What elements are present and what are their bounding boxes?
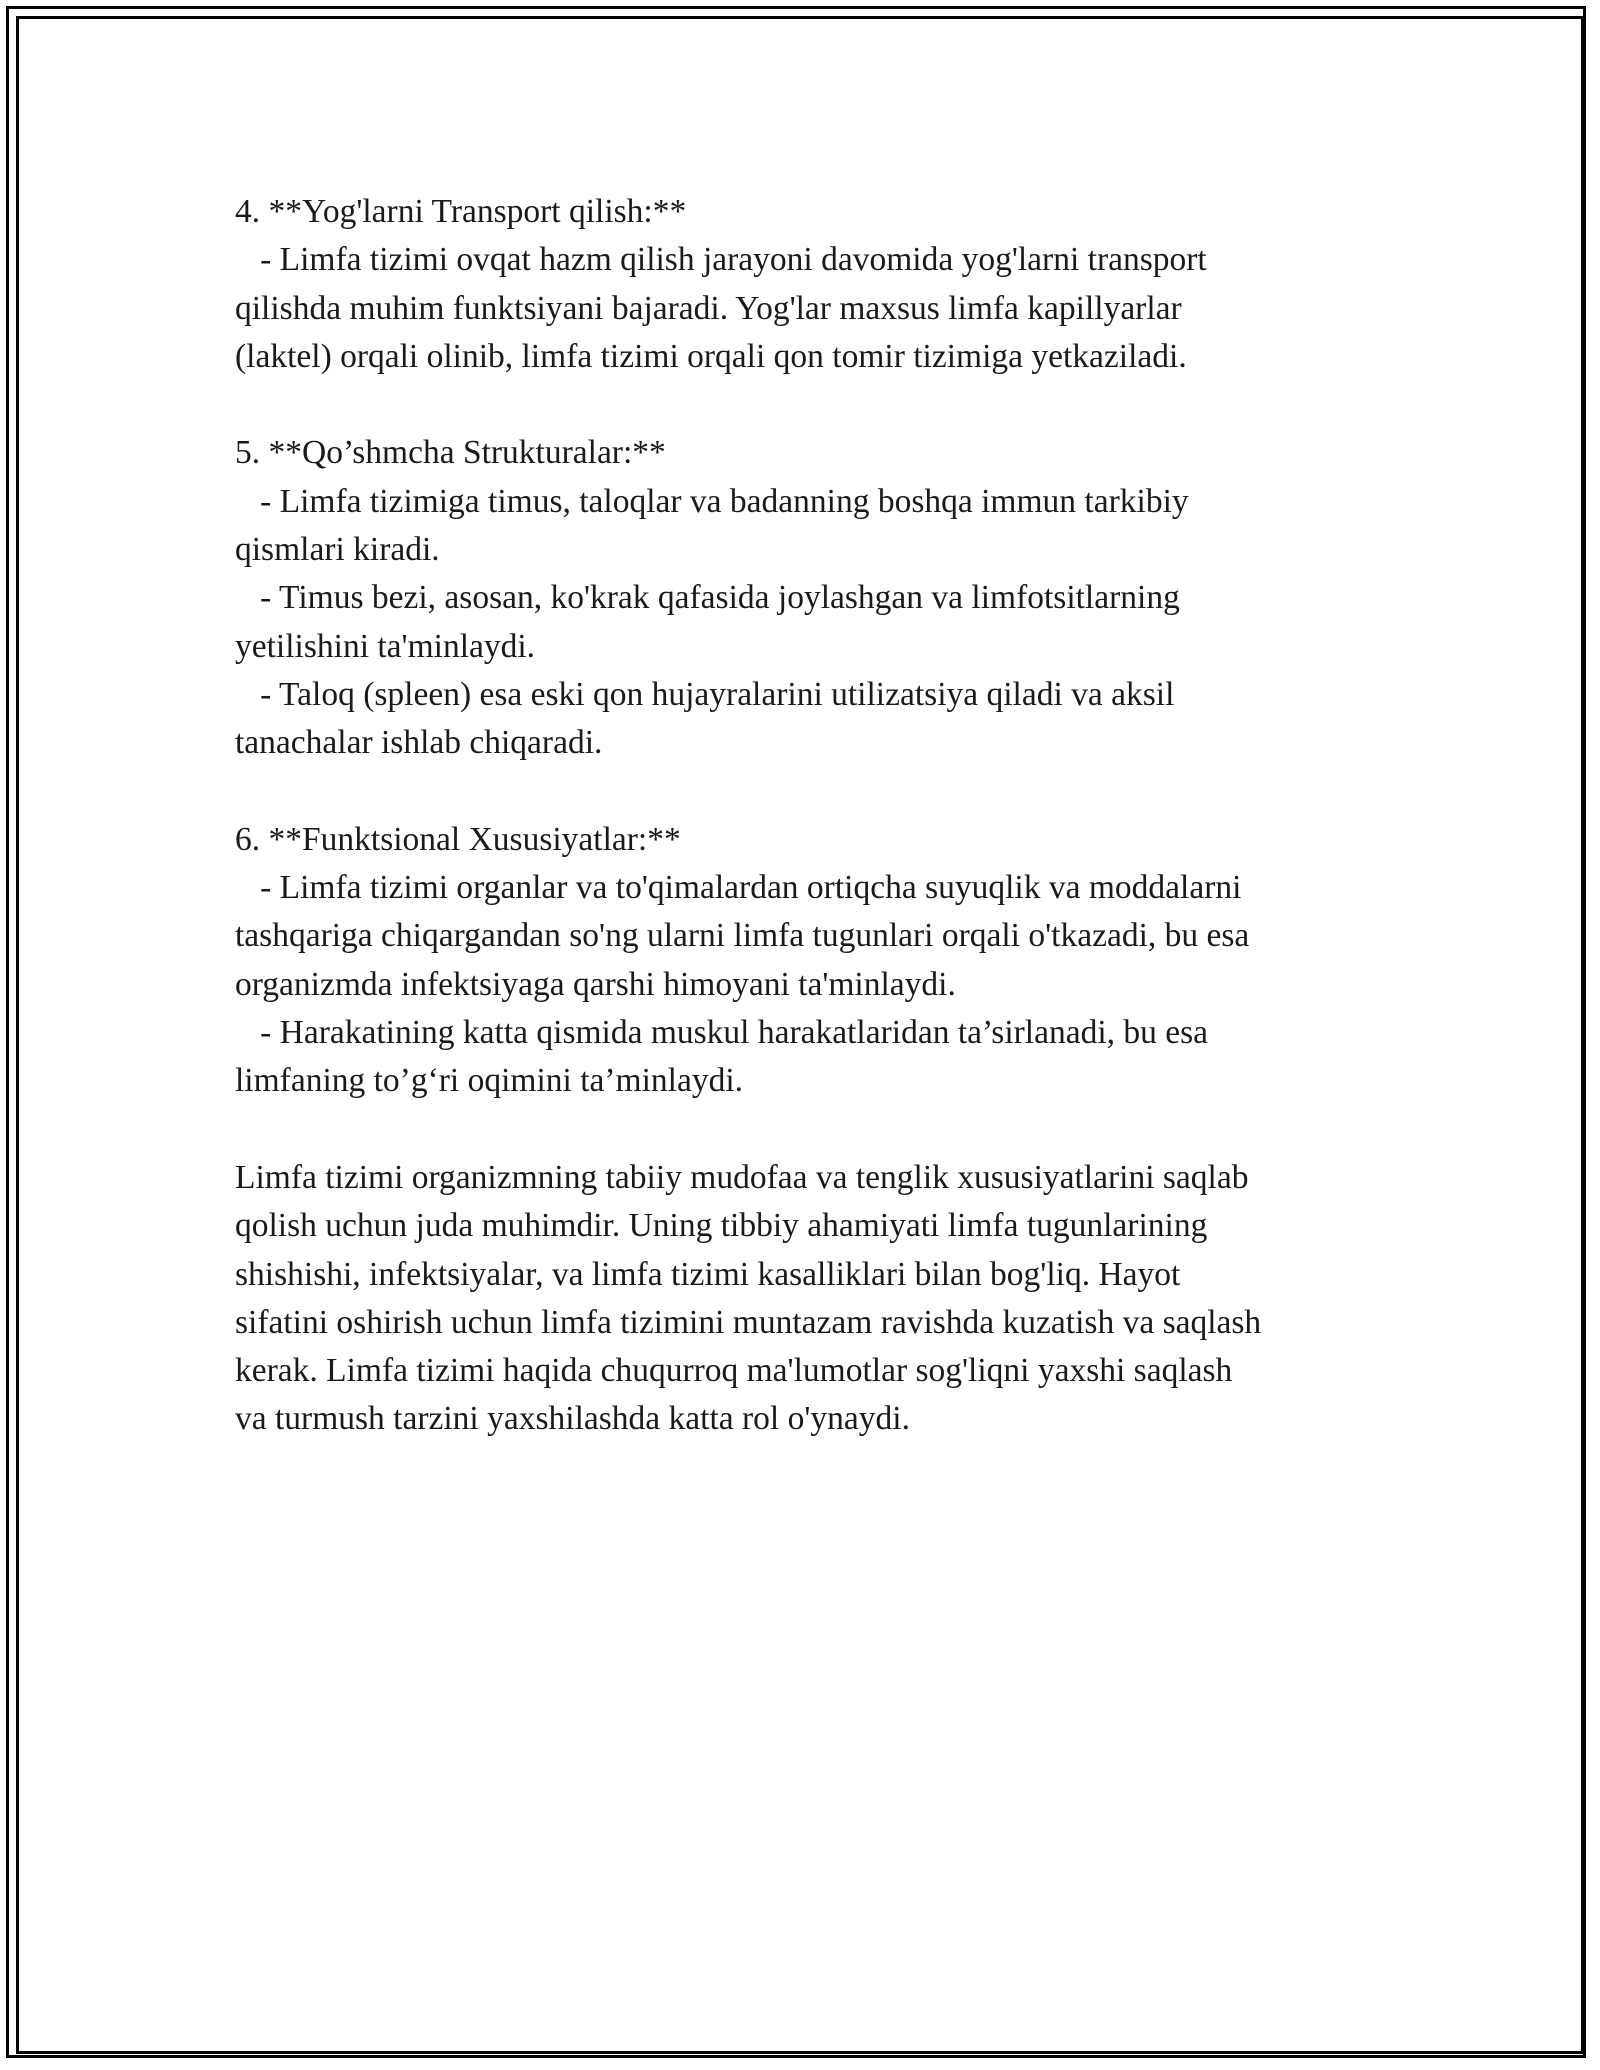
conclusion-line: kerak. Limfa tizimi haqida chuqurroq ma'lumotlar sog'liqni yaxshi saqlash <box>235 1352 1233 1390</box>
section-line: (laktel) orqali olinib, limfa tizimi orqali qon tomir tizimiga yetkaziladi. <box>235 337 1187 375</box>
conclusion-line: sifatini oshirish uchun limfa tizimini muntazam ravishda kuzatish va saqlash <box>235 1303 1262 1341</box>
section-heading: 5. **Qo’shmcha Strukturalar:** <box>235 434 666 472</box>
paragraph-spacer <box>235 381 1415 429</box>
paragraph-spacer <box>235 1106 1415 1154</box>
conclusion-line: shishishi, infektsiyalar, va limfa tizimi kasalliklari bilan bog'liq. Hayot <box>235 1255 1181 1293</box>
section-line: organizmda infektsiyaga qarshi himoyani ta'minlaydi. <box>235 965 956 1003</box>
section-line: - Limfa tizimiga timus, taloqlar va badanning boshqa immun tarkibiy <box>235 482 1189 520</box>
section-line: qismlari kiradi. <box>235 531 440 569</box>
section-line: yetilishini ta'minlaydi. <box>235 627 536 665</box>
section-structures <box>235 429 1415 767</box>
conclusion-paragraph <box>235 1154 1415 1444</box>
section-line: qilishda muhim funktsiyani bajaradi. Yog'lar maxsus limfa kapillyarlar <box>235 289 1182 327</box>
section-transport <box>235 188 1415 381</box>
conclusion-line: Limfa tizimi organizmning tabiiy mudofaa va tenglik xususiyatlarini saqlab <box>235 1158 1249 1196</box>
section-line: - Harakatining katta qismida muskul harakatlaridan ta’sirlanadi, bu esa <box>235 1014 1209 1052</box>
section-line: limfaning to’g‘ri oqimini ta’minlaydi. <box>235 1062 743 1100</box>
section-heading: 6. **Funktsional Xususiyatlar:** <box>235 820 681 858</box>
conclusion-line: va turmush tarzini yaxshilashda katta rol o'ynaydi. <box>235 1400 910 1438</box>
section-line: tashqariga chiqargandan so'ng ularni limfa tugunlari orqali o'tkazadi, bu esa <box>235 917 1250 955</box>
conclusion-line: qolish uchun juda muhimdir. Uning tibbiy ahamiyati limfa tugunlarining <box>235 1207 1208 1245</box>
section-line: - Limfa tizimi ovqat hazm qilish jarayoni davomida yog'larni transport <box>235 241 1207 279</box>
document-body <box>235 188 1415 1444</box>
section-line: - Timus bezi, asosan, ko'krak qafasida joylashgan va limfotsitlarning <box>235 579 1180 617</box>
paragraph-spacer <box>235 768 1415 816</box>
section-heading: 4. **Yog'larni Transport qilish:** <box>235 193 687 230</box>
section-line: - Taloq (spleen) esa eski qon hujayralarini utilizatsiya qiladi va aksil <box>235 675 1175 713</box>
section-line: - Limfa tizimi organlar va to'qimalardan ortiqcha suyuqlik va moddalarni <box>235 869 1242 907</box>
section-functional <box>235 816 1415 1106</box>
section-line: tanachalar ishlab chiqaradi. <box>235 724 603 762</box>
